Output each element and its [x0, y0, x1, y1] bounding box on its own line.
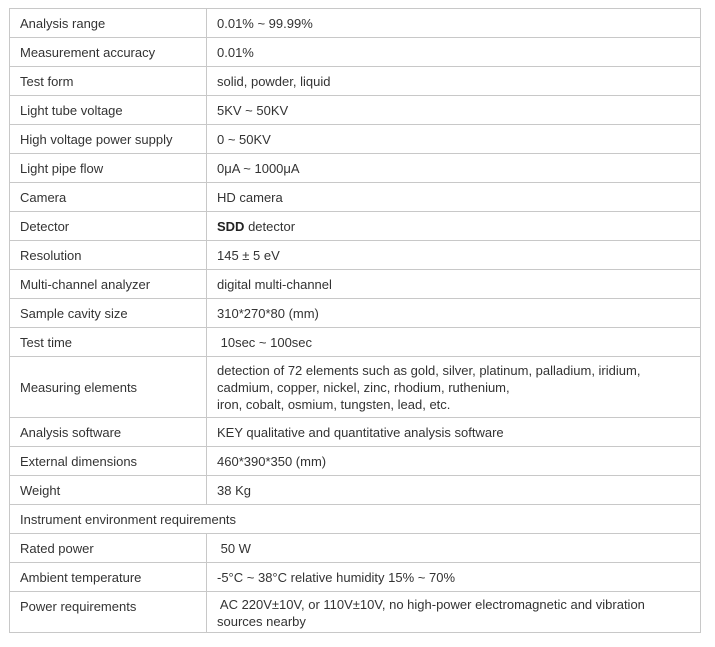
- value-line: AC 220V±10V, or 110V±10V, no high-power electromagnetic and vibration: [217, 597, 645, 612]
- table-row: [10, 447, 701, 476]
- row-label: Multi-channel analyzer: [10, 270, 207, 299]
- row-value: [207, 357, 701, 418]
- row-value: solid, powder, liquid: [207, 67, 701, 96]
- row-label: Camera: [10, 183, 207, 212]
- row-value: 0.01%: [207, 38, 701, 67]
- row-value: 0 ~ 50KV: [207, 125, 701, 154]
- row-label: Sample cavity size: [10, 299, 207, 328]
- value-line: detection of 72 elements such as gold, silver, platinum, palladium, iridium,: [217, 362, 641, 378]
- row-value: 0μA ~ 1000μA: [207, 154, 701, 183]
- table-row: [10, 96, 701, 125]
- table-row: [10, 357, 701, 418]
- table-row: [10, 534, 701, 563]
- row-value: 145 ± 5 eV: [207, 241, 701, 270]
- row-label: External dimensions: [10, 447, 207, 476]
- table-row: [10, 328, 701, 357]
- value-line: iron, cobalt, osmium, tungsten, lead, etc.: [217, 396, 451, 412]
- table-row: [10, 299, 701, 328]
- table-row: [10, 476, 701, 505]
- row-label: Rated power: [10, 534, 207, 563]
- row-value: [207, 212, 701, 241]
- section-heading: Instrument environment requirements: [10, 505, 701, 534]
- row-label: Analysis software: [10, 418, 207, 447]
- table-row: [10, 241, 701, 270]
- row-value: 310*270*80 (mm): [207, 299, 701, 328]
- row-value: [207, 592, 701, 633]
- row-label: Detector: [10, 212, 207, 241]
- table-row: [10, 592, 701, 633]
- row-value: 38 Kg: [207, 476, 701, 505]
- table-row: [10, 125, 701, 154]
- table-row: [10, 505, 701, 534]
- row-label: Light tube voltage: [10, 96, 207, 125]
- row-value: HD camera: [207, 183, 701, 212]
- table-row: [10, 67, 701, 96]
- table-row: [10, 183, 701, 212]
- row-label: Measuring elements: [10, 357, 207, 418]
- row-label: Measurement accuracy: [10, 38, 207, 67]
- row-label: Weight: [10, 476, 207, 505]
- row-label: High voltage power supply: [10, 125, 207, 154]
- row-value: -5°C ~ 38°C relative humidity 15% ~ 70%: [207, 563, 701, 592]
- row-value: 460*390*350 (mm): [207, 447, 701, 476]
- row-value: 5KV ~ 50KV: [207, 96, 701, 125]
- row-value: digital multi-channel: [207, 270, 701, 299]
- detector-type-rest: detector: [244, 218, 296, 234]
- row-value: 10sec ~ 100sec: [207, 328, 701, 357]
- detector-type-bold: SDD: [217, 218, 245, 234]
- row-label: Power requirements: [10, 592, 207, 633]
- table-row: [10, 212, 701, 241]
- row-label: Ambient temperature: [10, 563, 207, 592]
- row-label: Resolution: [10, 241, 207, 270]
- table-row: [10, 9, 701, 38]
- row-label: Test form: [10, 67, 207, 96]
- table-row: [10, 154, 701, 183]
- row-value: 0.01% ~ 99.99%: [207, 9, 701, 38]
- spec-table-body: [10, 9, 701, 633]
- table-row: [10, 418, 701, 447]
- value-line: cadmium, copper, nickel, zinc, rhodium, ruthenium,: [217, 379, 510, 395]
- row-label: Light pipe flow: [10, 154, 207, 183]
- table-row: [10, 563, 701, 592]
- table-row: [10, 270, 701, 299]
- value-line: sources nearby: [217, 614, 306, 629]
- table-row: [10, 38, 701, 67]
- spec-table: [9, 8, 701, 633]
- row-value: KEY qualitative and quantitative analysis software: [207, 418, 701, 447]
- row-label: Test time: [10, 328, 207, 357]
- row-label: Analysis range: [10, 9, 207, 38]
- row-value: 50 W: [207, 534, 701, 563]
